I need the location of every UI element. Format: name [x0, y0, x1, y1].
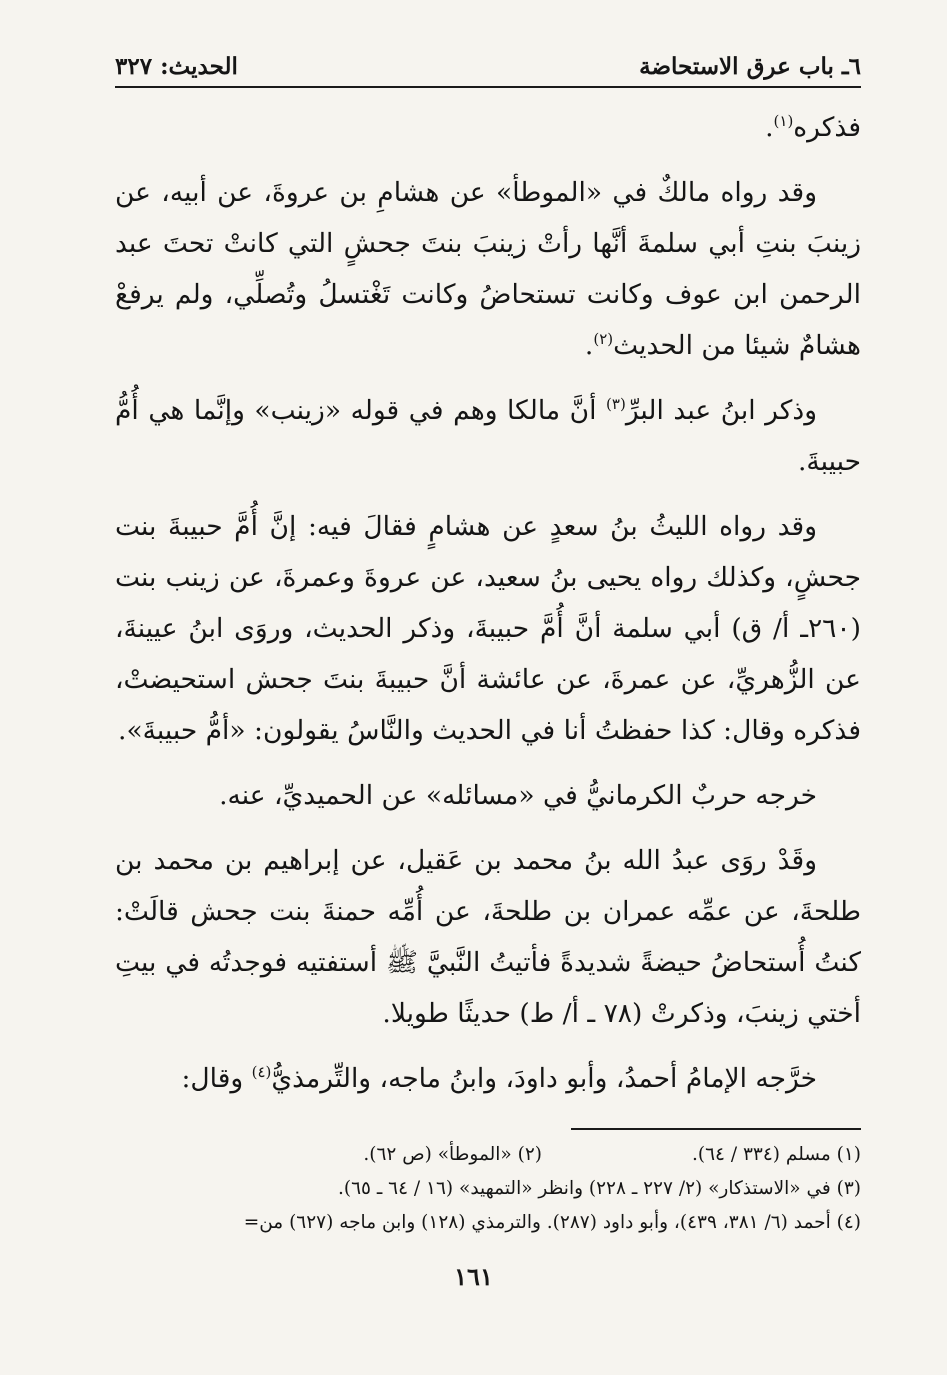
footnotes [115, 1138, 861, 1240]
running-header [115, 0, 861, 88]
footnotes-section [115, 1122, 861, 1240]
chapter-title: ٦ـ باب عرق الاستحاضة [639, 53, 861, 80]
footnote-2: (٢) «الموطأ» (ص ٦٢). [363, 1144, 542, 1165]
footnote-divider [571, 1128, 861, 1130]
paragraph: خرجه حربٌ الكرمانيُّ في «مسائله» عن الحميديِّ، عنه. [219, 780, 817, 811]
page-number: ١٦١ [454, 1262, 493, 1291]
paragraph: وذكر ابنُ عبد البرِّ$^{(٣)}$ أنَّ مالكا وهم في قوله «زينب» وإنَّما هي أُمُّ حبيبةَ. [115, 395, 861, 477]
footnote-ref: (٢) [593, 330, 614, 349]
footnote-ref: (٤) [251, 1063, 272, 1082]
footnote-4: (٤) أحمد (٦/ ٣٨١، ٤٣٩)، وأبو داود (٢٨٧). والترمذي (١٢٨) وابن ماجه (٦٢٧) من= [243, 1212, 861, 1233]
hadith-number: الحديث: ٣٢٧ [115, 53, 238, 80]
paragraph: وقد رواه مالكٌ في «الموطأ» عن هشامِ بن عروةَ، عن أبيه، عن زينبَ بنتِ أبي سلمةَ أنَّها رأتْ زينبَ بنتَ جحشٍ التي كانتْ تحتَ عبد الرحمن ابن عوف وكانت تستحاضُ وكانت تَغْتسلُ وتُصلِّي، ولم يرفعْ هشامٌ شيئا من الحديث$^{(٢)}$. [115, 177, 861, 361]
footnote-ref: (٣) [606, 395, 626, 414]
footnote-1: (١) مسلم (٣٣٤ / ٦٤). [692, 1144, 861, 1165]
paragraph: خرَّجه الإمامُ أحمدُ، وأبو داودَ، وابنُ ماجه، والتِّرمذيُّ$^{(٤)}$ وقال: [181, 1063, 817, 1094]
footnote-row [115, 1138, 861, 1172]
paragraph: وقَدْ روَى عبدُ الله بنُ محمد بن عَقيل، عن إبراهيم بن محمد بن طلحةَ، عن عمِّه عمران بن طلحةَ، عن أُمِّه حمنةَ بنت جحش قالَتْ: كنتُ أُستحاضُ حيضةً شديدةً فأتيتُ النَّبيَّ ﷺ أستفتيه فوجدتُه في بيتِ أختي زينبَ، وذكرتْ (٧٨ ـ أ/ ط) حديثًا طويلا. [115, 845, 861, 1029]
footnote-3: (٣) في «الاستذكار» (٢/ ٢٢٧ ـ ٢٢٨) وانظر «التمهيد» (١٦ / ٦٤ ـ ٦٥). [338, 1178, 861, 1199]
main-text [115, 102, 861, 1104]
paragraph: فذكره$^{(١)}$. [765, 112, 861, 143]
paragraph: وقد رواه الليثُ بنُ سعدٍ عن هشامٍ فقالَ فيه: إنَّ أُمَّ حبيبةَ بنت جحشٍ، وكذلك رواه يحيى بنُ سعيد، عن عروةَ وعمرةَ، عن زينب بنت (٢٦٠ـ أ/ ق) أبي سلمة أنَّ أُمَّ حبيبةَ، وذكر الحديث، وروَى ابنُ عيينةَ، عن الزُّهريِّ، عن عمرةَ، عن عائشة أنَّ حبيبةَ بنتَ جحش استحيضتْ، فذكره وقال: كذا حفظتُ أنا في الحديث والنَّاسُ يقولون: «أمُّ حبيبةَ». [115, 511, 861, 746]
footnote-ref: (١) [773, 112, 794, 131]
